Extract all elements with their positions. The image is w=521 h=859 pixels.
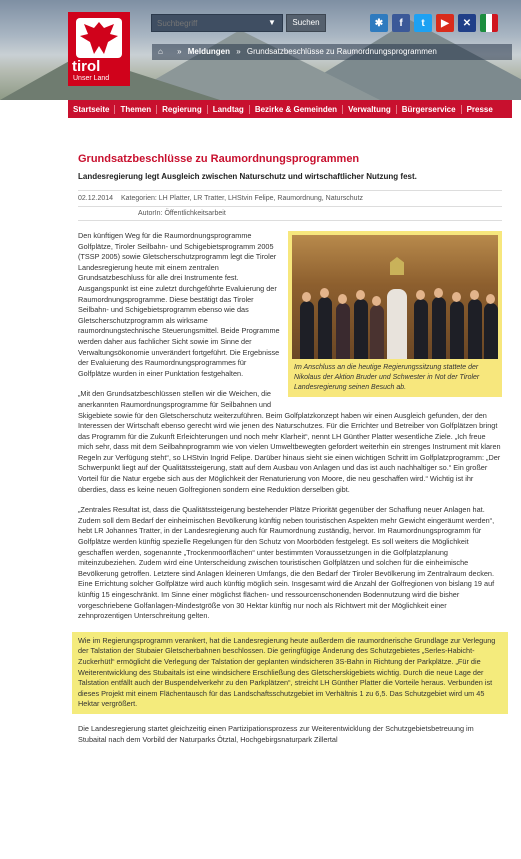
nav-item-landtag[interactable]: Landtag bbox=[208, 105, 250, 114]
article-title: Grundsatzbeschlüsse zu Raumordnungsprogrammen bbox=[78, 153, 360, 165]
chevron-down-icon[interactable]: ▼ bbox=[268, 18, 276, 27]
article bbox=[68, 118, 512, 859]
nav-item-themen[interactable]: Themen bbox=[115, 105, 157, 114]
paragraph-1: Den künftigen Weg für die Raumordnungsprogramme Golfplätze, Tiroler Seilbahn- und Schigebietsprogramm 2005 (TSSP 2005) sowie Gletscherschutzprogramm legt die Tiroler Landesregierung heute mit einem zentralen Grundsatzbeschluss für alle drei Instrumente fest. Ausgangspunkt ist eine zuletzt durchgeführte Evaluierung der Raumordnungsprogramme. Diese bestätigt das Tiroler Seilbahn- und Schigebietsprogramm ebenso wie das Gletscherschutzprogramm als wirksame raumordnungstechnische Steuerungsmittel. Beide Programme werden daher aus fachlicher Sicht sowie im Sinne der Verwaltungsökonomie unverändert fortgeführt. Die Ergebnisse der Evaluierung des Raumordnungsprogrammes für Golfplätze wurden in einer Punktation festgehalten. bbox=[78, 231, 280, 378]
article-photo[interactable] bbox=[292, 235, 498, 359]
photo-head bbox=[416, 290, 425, 300]
photo-head bbox=[338, 294, 347, 304]
photo-person bbox=[336, 303, 350, 359]
accessibility-icon[interactable]: ✱ bbox=[370, 14, 388, 32]
photo-head bbox=[434, 288, 443, 298]
photo-head bbox=[486, 294, 495, 304]
breadcrumb-separator: » bbox=[177, 47, 182, 56]
photo-person bbox=[432, 297, 446, 359]
photo-person bbox=[450, 301, 464, 359]
eagle-icon bbox=[76, 18, 122, 58]
nav-item-bezirke[interactable]: Bezirke & Gemeinden bbox=[250, 105, 343, 114]
breadcrumb-item-meldungen[interactable]: Meldungen bbox=[187, 47, 230, 56]
highlighted-paragraph: Wie im Regierungsprogramm verankert, hat die Landesregierung heute außerdem die raumordnerische Grundlage zur Verlegung der Talstation der Stubaier Gletscherbahnen beschlossen. Die geringfügige Änderung des Schutzgebietes „Serles-Habicht-Zuckerhütl“ ermöglicht die Verlegung der Talstation der geplanten windsicheren 3S-Bahn in Richtung der Parkplätze. „Für die Weiterentwicklung des Stubaitals ist eine windsichere Erschließung des Gletscherskigebiets wichtig. Durch die neue Lage der Talstation entfällt auch der Buspendelverkehr zu den Parkplätzen“, streicht LH Günther Platter die Vorteile heraus. Verbunden ist dieses Projekt mit einem Flächentausch für das Landschaftsschutzgebiet im Verhältnis 1 zu 6,5. Das Schutzgebiet wird um 45 Hektar vergrößert. bbox=[72, 632, 508, 714]
photo-person bbox=[468, 299, 482, 359]
photo-person bbox=[354, 299, 368, 359]
article-author: AutorIn: Öffentlichkeitsarbeit bbox=[78, 207, 502, 221]
article-date: 02.12.2014 bbox=[78, 195, 114, 202]
article-lead: Landesregierung legt Ausgleich zwischen Naturschutz und wirtschaftlicher Nutzung fest. bbox=[78, 172, 417, 181]
article-figure bbox=[288, 231, 502, 397]
photo-head bbox=[320, 288, 329, 298]
photo-person bbox=[370, 305, 384, 359]
photo-nikolaus bbox=[387, 289, 407, 359]
breadcrumb-item-current: Grundsatzbeschlüsse zu Raumordnungsprogrammen bbox=[246, 47, 437, 56]
main-nav bbox=[68, 100, 512, 118]
nav-item-presse[interactable]: Presse bbox=[466, 104, 493, 114]
twitter-icon[interactable]: t bbox=[414, 14, 432, 32]
breadcrumb-separator: » bbox=[236, 47, 241, 56]
photo-person bbox=[484, 303, 498, 359]
breadcrumb bbox=[152, 44, 512, 60]
search-input[interactable] bbox=[151, 14, 283, 32]
article-categories[interactable]: Kategorien: LH Platter, LR Tratter, LHStvin Felipe, Raumordnung, Naturschutz bbox=[121, 195, 364, 202]
tirol-logo[interactable] bbox=[68, 12, 130, 86]
nav-item-verwaltung[interactable]: Verwaltung bbox=[343, 105, 397, 114]
photo-mitre bbox=[390, 257, 404, 275]
article-body bbox=[78, 231, 502, 745]
article-meta bbox=[78, 190, 502, 207]
photo-head bbox=[470, 290, 479, 300]
photo-person bbox=[414, 299, 428, 359]
search-button[interactable]: Suchen bbox=[286, 14, 326, 32]
nav-item-buergerservice[interactable]: Bürgerservice bbox=[397, 105, 462, 114]
paragraph-3: „Zentrales Resultat ist, dass die Qualitätssteigerung bestehender Plätze Priorität gegenüber der Schaffung neuer Anlagen hat. Zudem soll dem Bedarf der einheimischen Bevölkerung künftig neben touristischen Aspekten mehr Gewicht eingeräumt werden“, hebt LR Johannes Tratter, in der Landesregierung auch für Raumordnung zuständig, hervor. Im Raumordnungsprogramm für Golfplätze werden künftig spezielle Regelungen für den Schutz von Moorböden festgelegt. Es soll weiters die Möglichkeit geschaffen werden, sogenannte „Trockenmoorflächen“ unter bestimmten Voraussetzungen in die Golfplatzplanung miteinzubeziehen. Zudem wird eine Unterscheidung zwischen touristischen Golfplätzen und solchen für die einheimische Bevölkerung getroffen. Letztere sind Anlagen kleineren Umfangs, die den Bedarf der Tiroler Bevölkerung im Zentralraum decken. Eine Errichtung solcher Golfplätze wird auch künftig möglich sein. Insgesamt wird die Anzahl der Golfregionen von bislang 19 auf künftig 15 eingeschränkt. Im Sinne einer möglichst flächen- und ressourcenschonenden Bodennutzung wird die bisher vorgeschriebene Golfanlagen-Mindestgröße von 30 Hektar künftig nur noch als Richtwert mit der Möglichkeit einer zehnprozentigen Unterschreitung gelten. bbox=[78, 505, 495, 621]
facebook-icon[interactable]: f bbox=[392, 14, 410, 32]
photo-head bbox=[302, 292, 311, 302]
nav-item-regierung[interactable]: Regierung bbox=[157, 105, 208, 114]
photo-head bbox=[356, 290, 365, 300]
photo-person bbox=[300, 301, 314, 359]
photo-person bbox=[318, 297, 332, 359]
flag-uk-icon[interactable]: ✕ bbox=[458, 14, 476, 32]
home-icon[interactable]: ⌂ bbox=[158, 47, 163, 56]
social-icons bbox=[370, 14, 498, 32]
photo-caption: Im Anschluss an die heutige Regierungssitzung stattete der Nikolaus der Aktion Bruder und Schwester in Not der Tiroler Landesregierung seinen Besuch ab. bbox=[294, 364, 480, 391]
youtube-icon[interactable]: ▶ bbox=[436, 14, 454, 32]
flag-italy-icon[interactable] bbox=[480, 14, 498, 32]
photo-head bbox=[372, 296, 381, 306]
paragraph-5: Die Landesregierung startet gleichzeitig einen Partizipationsprozess zur Weiterentwicklung der Schutzgebietsbetreuung im Stubaital nach dem Vorbild der Naturparks Ötztal, Hochgebirgsnaturpark Zillertal bbox=[78, 723, 474, 744]
logo-text: tirol bbox=[72, 58, 101, 75]
header bbox=[0, 0, 521, 100]
nav-item-startseite[interactable]: Startseite bbox=[68, 105, 115, 114]
paragraph-2: „Mit den Grundsatzbeschlüssen stellen wir die Weichen, die anerkannten Raumordnungsprogramme für Seilbahnen und Skigebiete sowie für den Gletscherschutz weiterzuführen. Beim Golfplatzkonzept haben wir einen Ausgleich gefunden, der den Interessen der Wirtschaft ebenso gerecht wird wie jenen des Naturschutzes. Für die Errichter und Betreiber von Golfplätzen bringt das Programm für die Zukunft Erleichterungen und noch mehr Klarheit“, nennt LH Günther Platter wesentliche Ziele. „Ich freue mich sehr, dass mit dem Seilbahnprogramm wie von vielen Umweltbewegten gefordert weiterhin ein strenges Instrument mit klaren Regeln zur Verfügung steht“, so LHStvin Ingrid Felipe. Darüber hinaus sieht sie einen wichtigen Schritt im Golfplatzprogramm: „Der Schwerpunkt liegt auf der Qualitätssteigerung, statt auf dem Ausbau von Anlagen und das ist auch nachhaltiger so.“ Ein großer Vorteil für die Natur ergebe sich aus der Möglichkeit der Renaturierung von Moore, die neu geschaffen wird.“ Wichtig ist ihr überdies, dass es keine neuen Golfregionen sondern eine Reduktion derselben gibt. bbox=[78, 389, 501, 494]
logo-subtitle: Unser Land bbox=[73, 75, 110, 82]
photo-head bbox=[452, 292, 461, 302]
